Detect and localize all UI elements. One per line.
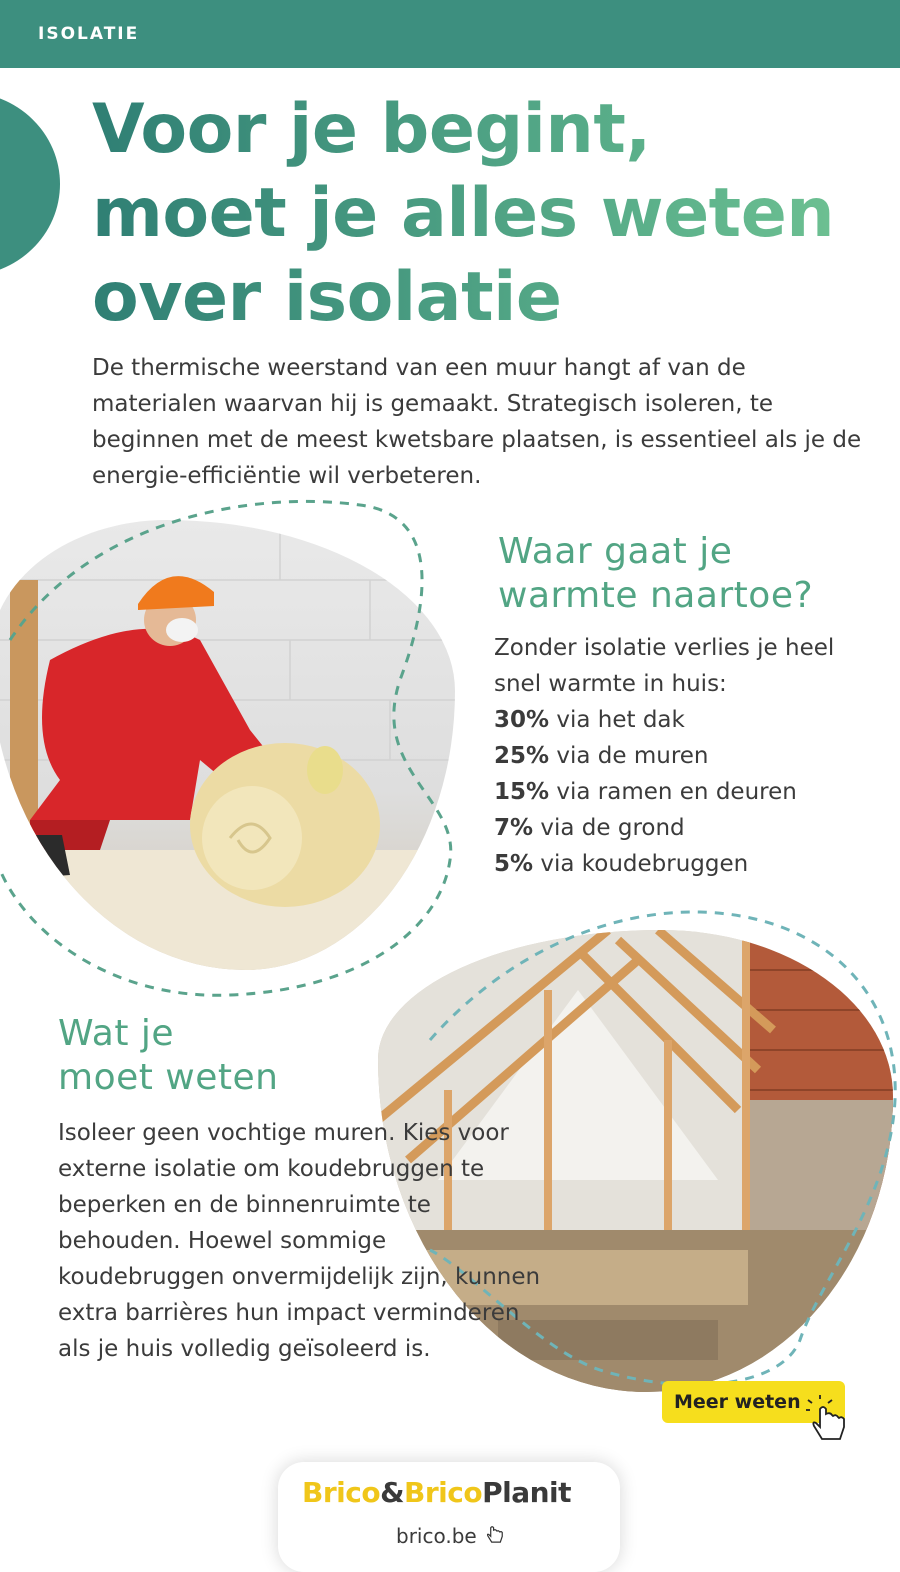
brand-footer [278,1462,620,1572]
stat-percentage: 5% [494,851,534,877]
list-item [494,846,797,882]
heat-loss-list [494,702,797,882]
stat-percentage: 15% [494,779,550,805]
meer-weten-button[interactable]: Meer weten [662,1381,845,1423]
pointer-hand-icon [806,1395,856,1445]
stat-label: via ramen en deuren [549,779,797,805]
list-item [494,774,797,810]
intro-paragraph: De thermische weerstand van een muur hangt af van de materialen waarvan hij is gemaakt. Strategisch isoleren, te beginnen met de meest kwetsbare plaatsen, is essentieel als je de energie-efficiëntie wil verbeteren. [92,355,862,489]
list-item [494,738,797,774]
know-paragraph: Isoleer geen vochtige muren. Kies voor externe isolatie om koudebruggen te beperken en de binnenruimte te behouden. Hoewel sommige koudebruggen onvermijdelijk zijn, kunnen extra barrières hun impact verminderen als je huis volledig geïsoleerd is. [58,1120,541,1362]
know-heading: Wat je moet weten [58,1013,279,1098]
stat-label: via koudebruggen [533,851,749,877]
website-link[interactable]: brico.be [396,1524,477,1548]
stat-percentage: 30% [494,707,550,733]
pointer-hand-icon [484,1520,508,1546]
stat-percentage: 7% [494,815,534,841]
heat-loss-intro: Zonder isolatie verlies je heel snel warmte in huis: [494,635,835,697]
stat-percentage: 25% [494,743,550,769]
stat-label: via de muren [549,743,709,769]
list-item [494,702,797,738]
list-item [494,810,797,846]
heat-loss-heading: Waar gaat je warmte naartoe? [498,531,814,616]
category-label: ISOLATIE [38,24,140,44]
brico-planit-logo: Brico&BricoPlanit [302,1476,572,1509]
stat-label: via de grond [533,815,685,841]
stat-label: via het dak [549,707,685,733]
page-title: Voor je begint, moet je alles weten over isolatie [92,88,892,340]
